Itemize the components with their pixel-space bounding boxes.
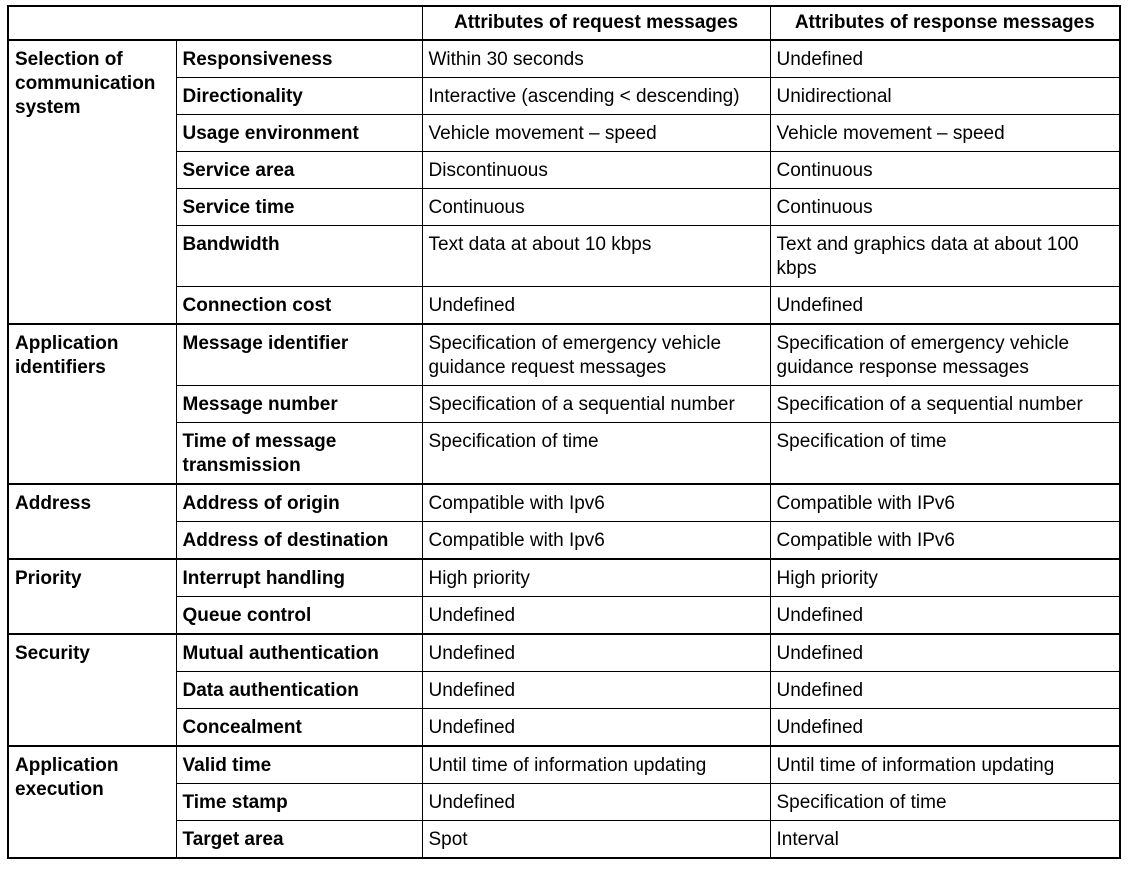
category-cell: Address: [8, 484, 176, 559]
response-value: Interval: [770, 821, 1120, 859]
response-value: Undefined: [770, 40, 1120, 78]
request-value: Within 30 seconds: [422, 40, 770, 78]
table-row: [8, 324, 1120, 386]
table-row: [8, 634, 1120, 672]
response-value: Specification of time: [770, 423, 1120, 485]
request-value: Continuous: [422, 189, 770, 226]
request-value: Vehicle movement – speed: [422, 115, 770, 152]
attribute-name: Service time: [176, 189, 422, 226]
response-value: Specification of time: [770, 784, 1120, 821]
attribute-name: Directionality: [176, 78, 422, 115]
category-cell: Application identifiers: [8, 324, 176, 484]
table-row: [8, 40, 1120, 78]
response-value: Undefined: [770, 597, 1120, 635]
request-value: Until time of information updating: [422, 746, 770, 784]
attribute-name: Address of destination: [176, 522, 422, 560]
response-value: High priority: [770, 559, 1120, 597]
table-row: [8, 559, 1120, 597]
request-value: Undefined: [422, 709, 770, 747]
request-value: Undefined: [422, 672, 770, 709]
attribute-name: Message identifier: [176, 324, 422, 386]
response-value: Specification of emergency vehicle guidance response messages: [770, 324, 1120, 386]
request-value: Specification of emergency vehicle guidance request messages: [422, 324, 770, 386]
response-value: Unidirectional: [770, 78, 1120, 115]
attribute-name: Time stamp: [176, 784, 422, 821]
attribute-name: Address of origin: [176, 484, 422, 522]
attribute-name: Message number: [176, 386, 422, 423]
request-value: High priority: [422, 559, 770, 597]
attribute-name: Service area: [176, 152, 422, 189]
request-value: Spot: [422, 821, 770, 859]
request-value: Compatible with Ipv6: [422, 484, 770, 522]
attribute-name: Time of message transmission: [176, 423, 422, 485]
response-value: Compatible with IPv6: [770, 522, 1120, 560]
response-value: Vehicle movement – speed: [770, 115, 1120, 152]
attribute-name: Usage environment: [176, 115, 422, 152]
category-cell: Security: [8, 634, 176, 746]
request-value: Compatible with Ipv6: [422, 522, 770, 560]
attribute-name: Responsiveness: [176, 40, 422, 78]
response-value: Undefined: [770, 709, 1120, 747]
response-value: Specification of a sequential number: [770, 386, 1120, 423]
attribute-name: Bandwidth: [176, 226, 422, 287]
attribute-name: Queue control: [176, 597, 422, 635]
request-value: Undefined: [422, 287, 770, 325]
request-value: Discontinuous: [422, 152, 770, 189]
response-value: Undefined: [770, 287, 1120, 325]
response-value: Undefined: [770, 672, 1120, 709]
attribute-name: Connection cost: [176, 287, 422, 325]
category-cell: Priority: [8, 559, 176, 634]
request-value: Text data at about 10 kbps: [422, 226, 770, 287]
table-row: [8, 484, 1120, 522]
table-row: [8, 746, 1120, 784]
attribute-name: Data authentication: [176, 672, 422, 709]
attribute-name: Valid time: [176, 746, 422, 784]
response-value: Undefined: [770, 634, 1120, 672]
response-value: Until time of information updating: [770, 746, 1120, 784]
request-value: Specification of a sequential number: [422, 386, 770, 423]
header-request-attributes: Attributes of request messages: [422, 6, 770, 40]
category-cell: Application execution: [8, 746, 176, 858]
table-header-row: [8, 6, 1120, 40]
request-value: Undefined: [422, 784, 770, 821]
attribute-name: Target area: [176, 821, 422, 859]
header-response-attributes: Attributes of response messages: [770, 6, 1120, 40]
header-corner-cell: [8, 6, 422, 40]
attribute-name: Interrupt handling: [176, 559, 422, 597]
category-cell: Selection of communication system: [8, 40, 176, 324]
request-value: Specification of time: [422, 423, 770, 485]
request-value: Undefined: [422, 634, 770, 672]
response-value: Compatible with IPv6: [770, 484, 1120, 522]
request-value: Interactive (ascending < descending): [422, 78, 770, 115]
response-value: Continuous: [770, 189, 1120, 226]
table-body: [8, 40, 1120, 858]
request-value: Undefined: [422, 597, 770, 635]
attributes-table: [7, 5, 1121, 859]
response-value: Continuous: [770, 152, 1120, 189]
attribute-name: Mutual authentication: [176, 634, 422, 672]
attribute-name: Concealment: [176, 709, 422, 747]
response-value: Text and graphics data at about 100 kbps: [770, 226, 1120, 287]
